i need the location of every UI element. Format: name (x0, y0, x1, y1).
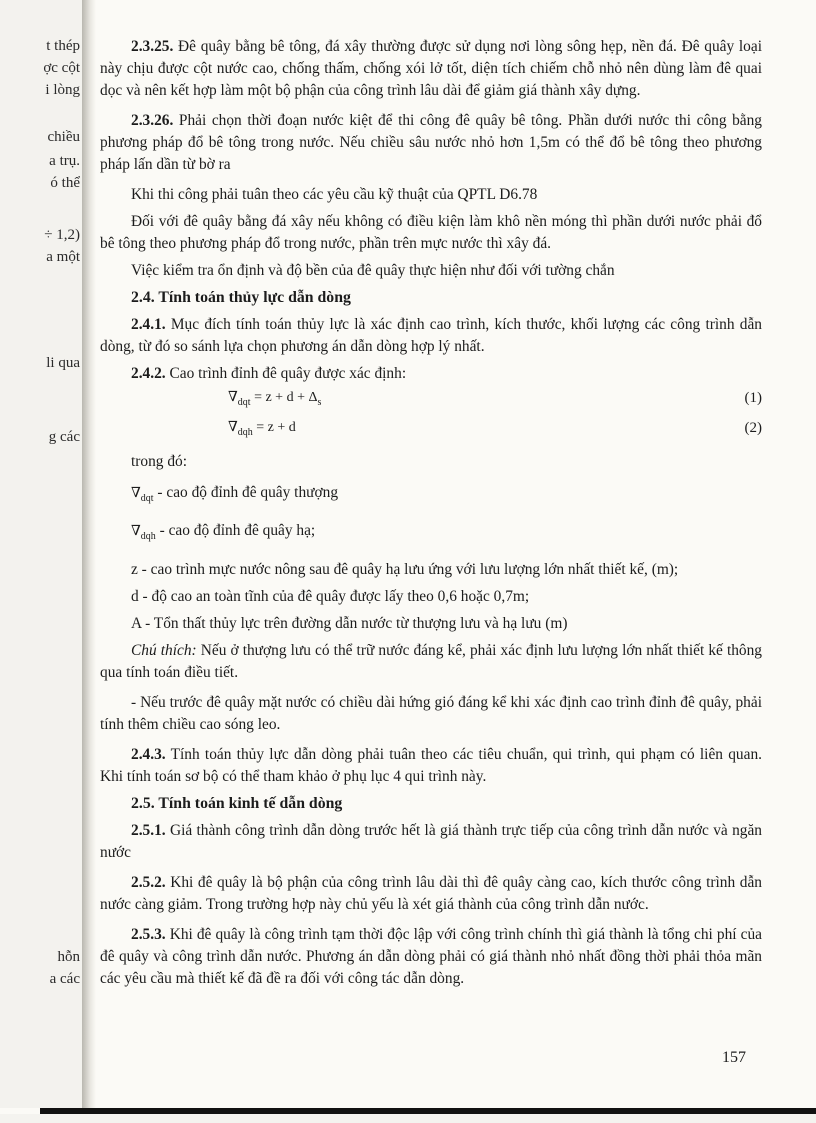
formula-2 (100, 415, 762, 441)
margin-fragment: t thép (46, 38, 80, 54)
left-page-gutter (0, 0, 90, 1108)
margin-fragment: li qua (46, 355, 80, 371)
definition-subscript: dqh (140, 531, 156, 543)
section-number: 2.5.3. (131, 926, 166, 944)
formula-expression (228, 417, 296, 444)
formula-1 (100, 385, 762, 411)
definition-text: - cao độ đỉnh đê quây hạ; (155, 522, 316, 540)
margin-fragment: a trụ. (49, 153, 80, 169)
section-number: 2.5.2. (131, 874, 166, 892)
equation-number: (2) (744, 420, 762, 436)
margin-fragment: i lòng (45, 82, 80, 98)
section-text: Cao trình đỉnh đê quây được xác định: (165, 365, 407, 382)
section-number: 2.4.2. (131, 365, 166, 382)
margin-fragment: a các (49, 971, 80, 987)
formula-subscript: dqt (237, 396, 251, 408)
margin-fragment: a một (46, 249, 80, 265)
definition-dqh (100, 520, 762, 548)
formula-expression (228, 387, 321, 414)
section-text: Phải chọn thời đoạn nước kiệt để thi công đê quây bê tông. Phần dưới nước thi công bằng phương pháp đổ bê tông trong nước. Nếu chiều sâu nước nhỏ hơn 1,5m có thể đổ bê tông theo phương pháp lấn dần từ bờ ra (100, 112, 762, 173)
definition-z: z - cao trình mực nước nông sau đê quây hạ lưu ứng với lưu lượng lớn nhất thiết kế, (m); (131, 561, 679, 579)
section-number: 2.4.1. (131, 316, 166, 333)
note-paragraph (100, 640, 762, 684)
paragraph-kiem-tra: Việc kiểm tra ổn định và độ bền của đê quây thực hiện như đối với tường chắn (131, 262, 615, 279)
equation-number: (1) (744, 390, 762, 406)
formula-rhs: = z + d + Δ (250, 390, 318, 405)
section-2-3-25 (100, 36, 762, 102)
margin-fragment: ÷ 1,2) (44, 227, 80, 243)
page-number: 157 (722, 1049, 746, 1066)
definition-text: - cao độ đỉnh đê quây thượng (153, 484, 339, 501)
definition-d: d - độ cao an toàn tĩnh của đê quây được lấy theo 0,6 hoặc 0,7m; (131, 588, 530, 606)
section-number: 2.3.26. (131, 112, 174, 129)
definition-a: A - Tổn thất thủy lực trên đường dẫn nước từ thượng lưu và hạ lưu (m) (131, 615, 568, 633)
section-number: 2.4.3. (131, 746, 166, 764)
nabla-symbol: ∇ (228, 390, 238, 405)
margin-fragment: hỗn (57, 949, 80, 965)
note-paragraph-2: - Nếu trước đê quây mặt nước có chiều dài hứng gió đáng kể khi xác định cao trình đỉnh đê quây, phải tính thêm chiều cao sóng leo. (100, 694, 762, 734)
formula-subscript: dqh (237, 426, 253, 438)
trong-do-label: trong đó: (131, 453, 188, 470)
section-text: Mục đích tính toán thủy lực là xác định cao trình, kích thước, khối lượng các công trình dẫn dòng, từ đó so sánh lựa chọn phương án dẫn dòng hợp lý nhất. (100, 316, 762, 355)
definition-subscript: dqt (140, 493, 154, 505)
paragraph-da-xay: Đối với đê quây bằng đá xây nếu không có điều kiện làm khô nền móng thì phần dưới nước phải đổ bê tông theo phương pháp đổ trong nước, phần trên mực nước thì xây đá. (100, 213, 762, 252)
margin-fragment: ợc cột (43, 60, 80, 76)
heading-2-5: 2.5. Tính toán kinh tế dẫn dòng (131, 795, 343, 813)
section-2-5-2 (100, 872, 762, 916)
section-text: Khi đê quây là bộ phận của công trình lâu dài thì đê quây càng cao, kích thước công trình dẫn nước càng giảm. Trong trường hợp này chủ yếu là xét giá thành của công trình dẫn nước. (100, 874, 762, 914)
note-label: Chú thích: (131, 642, 197, 660)
section-2-3-26 (100, 110, 762, 176)
margin-fragment: g các (48, 429, 80, 445)
section-2-4-2 (100, 363, 762, 385)
section-2-5-3 (100, 924, 762, 990)
section-number: 2.3.25. (131, 38, 174, 55)
scan-background (0, 1114, 816, 1123)
section-2-5-1 (100, 820, 762, 864)
nabla-symbol: ∇ (131, 486, 141, 501)
definition-dqt (100, 482, 762, 510)
note-text: Nếu ở thượng lưu có thể trữ nước đáng kể, phải xác định lưu lượng lớn nhất thiết kế thông qua tính toán điều tiết. (100, 642, 763, 682)
heading-2-4: 2.4. Tính toán thủy lực dẫn dòng (131, 289, 351, 306)
page-content (100, 36, 762, 990)
section-text: Tính toán thủy lực dẫn dòng phải tuân theo các tiêu chuẩn, qui trình, qui phạm có liên quan. Khi tính toán sơ bộ có thể tham khảo ở phụ lục 4 qui trình này. (100, 746, 762, 786)
nabla-symbol: ∇ (131, 524, 141, 540)
section-number: 2.5.1. (131, 822, 166, 840)
section-text: Giá thành công trình dẫn dòng trước hết là giá thành trực tiếp của công trình dẫn nước và ngăn nước (100, 822, 762, 862)
nabla-symbol: ∇ (228, 420, 238, 435)
margin-fragment: ó thể (50, 175, 80, 191)
section-text: Đê quây bằng bê tông, đá xây thường được sử dụng nơi lòng sông hẹp, nền đá. Đê quây loại này chịu được cột nước cao, chống thấm, chống xói lở tốt, diện tích chiếm chỗ nhỏ nên dùng làm đê quai dọc và nên kết hợp làm một bộ phận của công trình lâu dài để giảm giá thành xây dựng. (100, 38, 762, 99)
formula-rhs: = z + d (252, 420, 296, 435)
section-text: Khi đê quây là công trình tạm thời độc lập với công trình chính thì giá thành là tổng chi phí của đê quây và công trình dẫn nước. Phương án dẫn dòng phải có giá thành nhỏ nhất đồng thời phải thỏa mãn các yêu cầu mà thiết kế đã đề ra đối với công tác dẫn dòng. (100, 926, 762, 988)
page-fold-shadow (82, 0, 96, 1108)
margin-fragment: chiều (47, 129, 80, 145)
section-2-4-3 (100, 744, 762, 788)
section-2-4-1 (100, 314, 762, 358)
paragraph-qptl: Khi thi công phải tuân theo các yêu cầu kỹ thuật của QPTL D6.78 (131, 186, 538, 203)
formula-rhs-subscript: s (317, 396, 322, 408)
